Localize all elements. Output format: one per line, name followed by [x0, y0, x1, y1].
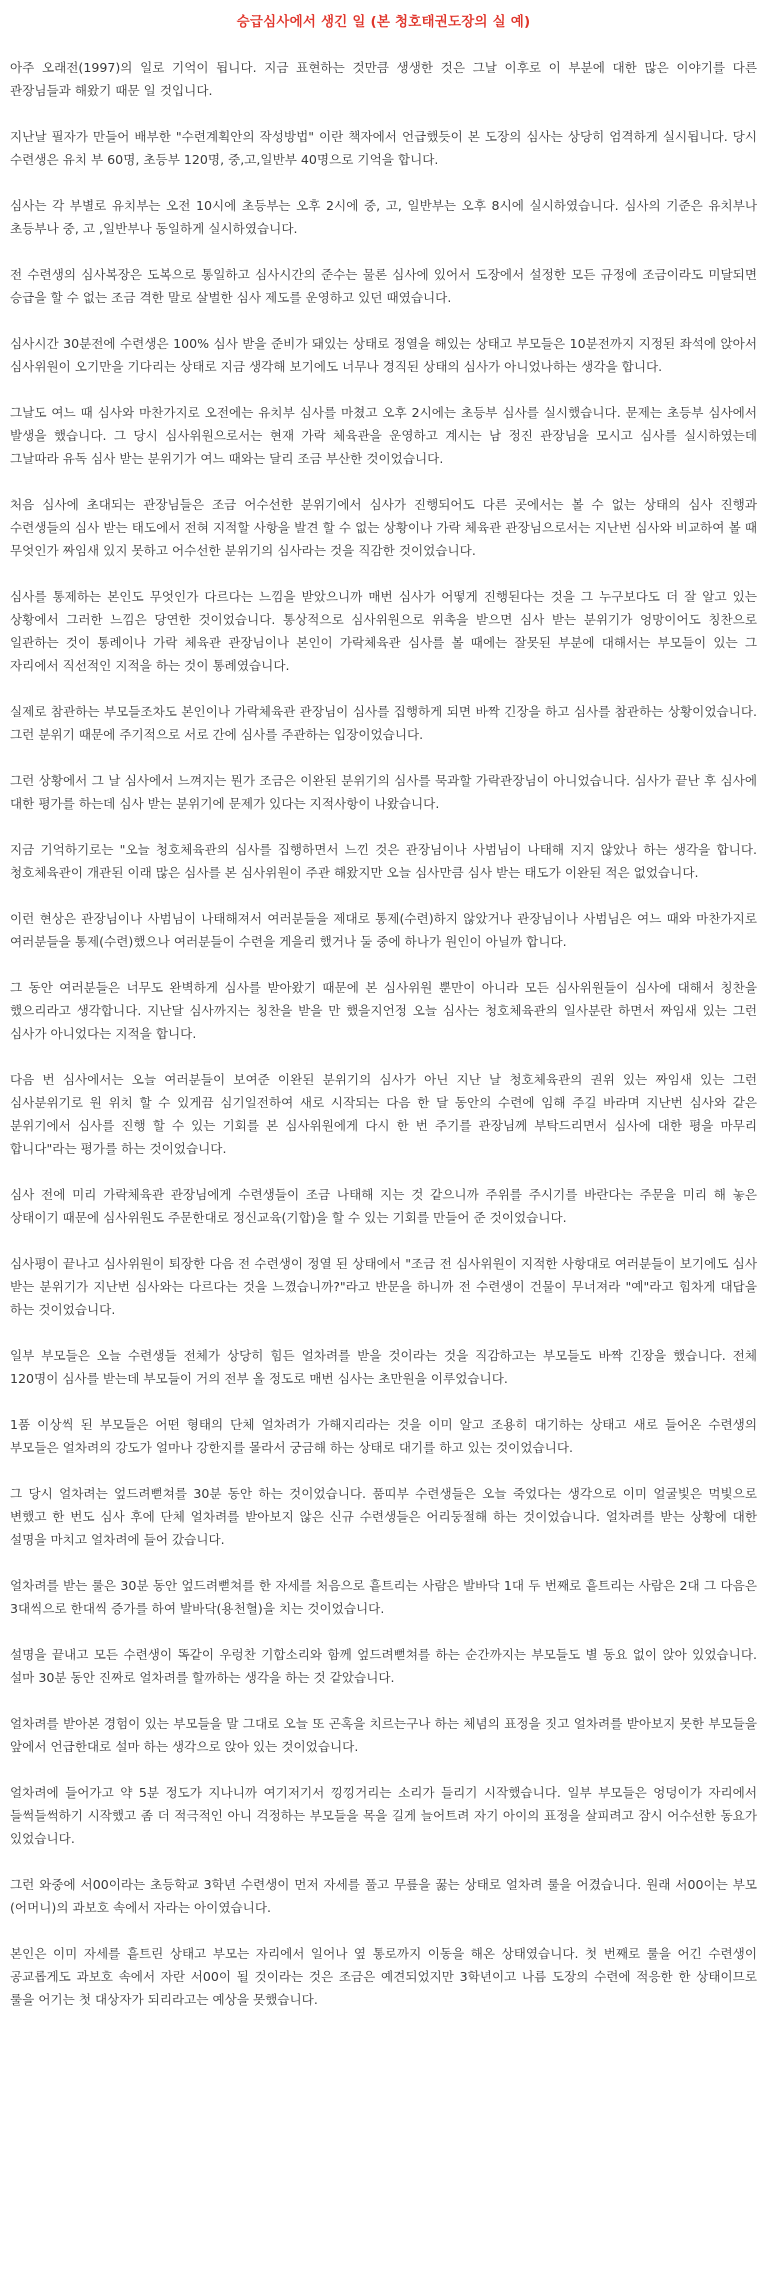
paragraph: 심사 전에 미리 가락체육관 관장님에게 수련생들이 조금 나태해 지는 것 같으니까 주위를 주시기를 바란다는 주문을 미리 해 놓은 상태이기 때문에 심사위원도 주문한대로 정신교육(기합)을 할 수 있는 기회를 만들어 준 것이었습니다. [10, 1187, 757, 1225]
paragraph: 심사평이 끝나고 심사위원이 퇴장한 다음 전 수련생이 정열 된 상태에서 "조금 전 심사위원이 지적한 사항대로 여러분들이 보기에도 심사 받는 분위기가 지난번 심사와는 다르다는 것을 느꼈습니까?"라고 반문을 하니까 전 수련생이 건물이 무너져라 "예"라고 힘차게 대답을 하는 것이었습니다. [10, 1256, 757, 1317]
paragraph: 지난날 필자가 만들어 배부한 "수련계획안의 작성방법" 이란 책자에서 언급했듯이 본 도장의 심사는 상당히 엄격하게 실시됩니다. 당시 수련생은 유치 부 60명, 초등부 120명, 중,고,일반부 40명으로 기억을 합니다. [10, 129, 757, 167]
paragraph: 이런 현상은 관장님이나 사범님이 나태해져서 여러분들을 제대로 통제(수련)하지 않았거나 관장님이나 사범님은 여느 때와 마찬가지로 여러분들을 통제(수련)했으나 여러분들이 수련을 게을리 했거나 둘 중에 하나가 원인이 아닐까 합니다. [10, 911, 757, 949]
paragraph: 심사시간 30분전에 수련생은 100% 심사 받을 준비가 돼있는 상태로 정열을 해있는 상태고 부모들은 10분전까지 지정된 좌석에 앉아서 심사위원이 오기만을 기다리는 상태로 지금 생각해 보기에도 너무나 경직된 상태의 심사가 아니었나하는 생각을 합니다. [10, 336, 757, 374]
document-body [10, 56, 757, 2011]
paragraph: 그 동안 여러분들은 너무도 완벽하게 심사를 받아왔기 때문에 본 심사위원 뿐만이 아니라 모든 심사위원들이 심사에 대해서 칭찬을 했으리라고 생각합니다. 지난달 심사까지는 칭찬을 받을 만 했을지언정 오늘 심사는 청호체육관의 일사분란 하면서 짜임새 있는 그런 심사가 아니었다는 지적을 합니다. [10, 980, 757, 1041]
paragraph: 1품 이상씩 된 부모들은 어떤 형태의 단체 얼차려가 가해지리라는 것을 이미 알고 조용히 대기하는 상태고 새로 들어온 수련생의 부모들은 얼차려의 강도가 얼마나 강한지를 몰라서 궁금해 하는 상태로 대기를 하고 있는 것이었습니다. [10, 1417, 757, 1455]
paragraph: 그 당시 얼차려는 엎드려뻗쳐를 30분 동안 하는 것이었습니다. 품띠부 수련생들은 오늘 죽었다는 생각으로 이미 얼굴빛은 먹빛으로 변했고 한 번도 심사 후에 단체 얼차려를 받아보지 않은 신규 수련생들은 어리둥절해 하는 것이었습니다. 얼차려를 받는 상황에 대한 설명을 마치고 얼차려에 들어 갔습니다. [10, 1486, 757, 1547]
paragraph: 다음 번 심사에서는 오늘 여러분들이 보여준 이완된 분위기의 심사가 아닌 지난 날 청호체육관의 권위 있는 짜임새 있는 그런 심사분위기로 원 위치 할 수 있게끔 심기일전하여 새로 시작되는 다음 한 달 동안의 수련에 임해 주길 바라며 지난번 심사와 같은 분위기에서 심사를 진행 할 수 있는 기회를 본 심사위원에게 다시 한 번 주기를 관장님께 부탁드리면서 심사에 대한 평을 마무리 합니다"라는 평가를 하는 것이었습니다. [10, 1072, 757, 1156]
paragraph: 얼차려를 받는 룰은 30분 동안 엎드려뻗쳐를 한 자세를 처음으로 흩트리는 사람은 발바닥 1대 두 번째로 흩트리는 사람은 2대 그 다음은 3대씩으로 한대씩 증가를 하여 발바닥(용천혈)을 치는 것이었습니다. [10, 1578, 757, 1616]
paragraph: 얼차려에 들어가고 약 5분 정도가 지나니까 여기저기서 낑낑거리는 소리가 들리기 시작했습니다. 일부 부모들은 엉덩이가 자리에서 들썩들썩하기 시작했고 좀 더 적극적인 아니 걱정하는 부모들을 목을 길게 늘어트려 자기 아이의 표정을 살피려고 잠시 어수선한 동요가 있었습니다. [10, 1785, 757, 1846]
paragraph: 심사를 통제하는 본인도 무엇인가 다르다는 느낌을 받았으니까 매번 심사가 어떻게 진행된다는 것을 그 누구보다도 더 잘 알고 있는 상황에서 그러한 느낌은 당연한 것이었습니다. 통상적으로 심사위원으로 위촉을 받으면 심사 받는 분위기가 엉망이어도 칭찬으로 일관하는 것이 통례이나 가락 체육관 관장님이나 본인이 가락체육관 심사를 볼 때에는 잘못된 부분에 대해서는 부모들이 있는 그 자리에서 직선적인 지적을 하는 것이 통례였습니다. [10, 589, 757, 673]
paragraph: 전 수련생의 심사복장은 도복으로 통일하고 심사시간의 준수는 물론 심사에 있어서 도장에서 설정한 모든 규정에 조금이라도 미달되면 승급을 할 수 없는 조금 격한 말로 살벌한 심사 제도를 운영하고 있던 때였습니다. [10, 267, 757, 305]
paragraph: 실제로 참관하는 부모들조차도 본인이나 가락체육관 관장님이 심사를 집행하게 되면 바짝 긴장을 하고 심사를 참관하는 상황이었습니다. 그런 분위기 때문에 주기적으로 서로 간에 심사를 주관하는 입장이었습니다. [10, 704, 757, 742]
paragraph: 설명을 끝내고 모든 수련생이 똑같이 우렁찬 기합소리와 함께 엎드려뻗쳐를 하는 순간까지는 부모들도 별 동요 없이 앉아 있었습니다. 설마 30분 동안 진짜로 얼차려를 할까하는 생각을 하는 것 같았습니다. [10, 1647, 757, 1685]
paragraph: 지금 기억하기로는 "오늘 청호체육관의 심사를 집행하면서 느낀 것은 관장님이나 사범님이 나태해 지지 않았나 하는 생각을 합니다. 청호체육관이 개관된 이래 많은 심사를 본 심사위원이 주관 해왔지만 오늘 심사만큼 심사 받는 태도가 이완된 적은 없었습니다. [10, 842, 757, 880]
paragraph: 얼차려를 받아본 경험이 있는 부모들을 말 그대로 오늘 또 곤혹을 치르는구나 하는 체념의 표정을 짓고 얼차려를 받아보지 못한 부모들을 앞에서 언급한대로 설마 하는 생각으로 앉아 있는 것이었습니다. [10, 1716, 757, 1754]
paragraph: 일부 부모들은 오늘 수련생들 전체가 상당히 힘든 얼차려를 받을 것이라는 것을 직감하고는 부모들도 바짝 긴장을 했습니다. 전체 120명이 심사를 받는데 부모들이 거의 전부 올 정도로 매번 심사는 초만원을 이루었습니다. [10, 1348, 757, 1386]
paragraph: 심사는 각 부별로 유치부는 오전 10시에 초등부는 오후 2시에 중, 고, 일반부는 오후 8시에 실시하였습니다. 심사의 기준은 유치부나 초등부나 중, 고 ,일반부나 동일하게 실시하였습니다. [10, 198, 757, 236]
paragraph: 처음 심사에 초대되는 관장님들은 조금 어수선한 분위기에서 심사가 진행되어도 다른 곳에서는 볼 수 없는 상태의 심사 진행과 수련생들의 심사 받는 태도에서 전혀 지적할 사항을 발견 할 수 없는 상황이나 가락 체육관 관장님으로서는 지난번 심사와 비교하여 볼 때 무엇인가 짜임새 있지 못하고 어수선한 분위기의 심사라는 것을 직감한 것이었습니다. [10, 497, 757, 558]
paragraph: 본인은 이미 자세를 흩트린 상태고 부모는 자리에서 일어나 옆 통로까지 이동을 해온 상태였습니다. 첫 번째로 룰을 어긴 수련생이 공교롭게도 과보호 속에서 자란 서00이 될 것이라는 것은 조금은 예견되었지만 3학년이고 나름 도장의 수련에 적응한 한 상태이므로 룰을 어기는 첫 대상자가 되리라고는 예상을 못했습니다. [10, 1946, 757, 2007]
paragraph: 그날도 여느 때 심사와 마찬가지로 오전에는 유치부 심사를 마쳤고 오후 2시에는 초등부 심사를 실시했습니다. 문제는 초등부 심사에서 발생을 했습니다. 그 당시 심사위원으로서는 현재 가락 체육관을 운영하고 계시는 남 정진 관장님을 모시고 심사를 실시하였는데 그날따라 유독 심사 받는 분위기가 여느 때와는 달리 조금 부산한 것이었습니다. [10, 405, 757, 466]
paragraph: 아주 오래전(1997)의 일로 기억이 됩니다. 지금 표현하는 것만큼 생생한 것은 그날 이후로 이 부분에 대한 많은 이야기를 다른 관장님들과 해왔기 때문 일 것입니다. [10, 60, 757, 98]
paragraph: 그런 와중에 서00이라는 초등학교 3학년 수련생이 먼저 자세를 풀고 무릎을 꿇는 상태로 얼차려 룰을 어겼습니다. 원래 서00이는 부모(어머니)의 과보호 속에서 자라는 아이였습니다. [10, 1877, 757, 1915]
paragraph: 그런 상황에서 그 날 심사에서 느껴지는 뭔가 조금은 이완된 분위기의 심사를 묵과할 가락관장님이 아니었습니다. 심사가 끝난 후 심사에 대한 평가를 하는데 심사 받는 분위기에 문제가 있다는 지적사항이 나왔습니다. [10, 773, 757, 811]
document-title: 승급심사에서 생긴 일 (본 청호태권도장의 실 예) [236, 14, 531, 30]
